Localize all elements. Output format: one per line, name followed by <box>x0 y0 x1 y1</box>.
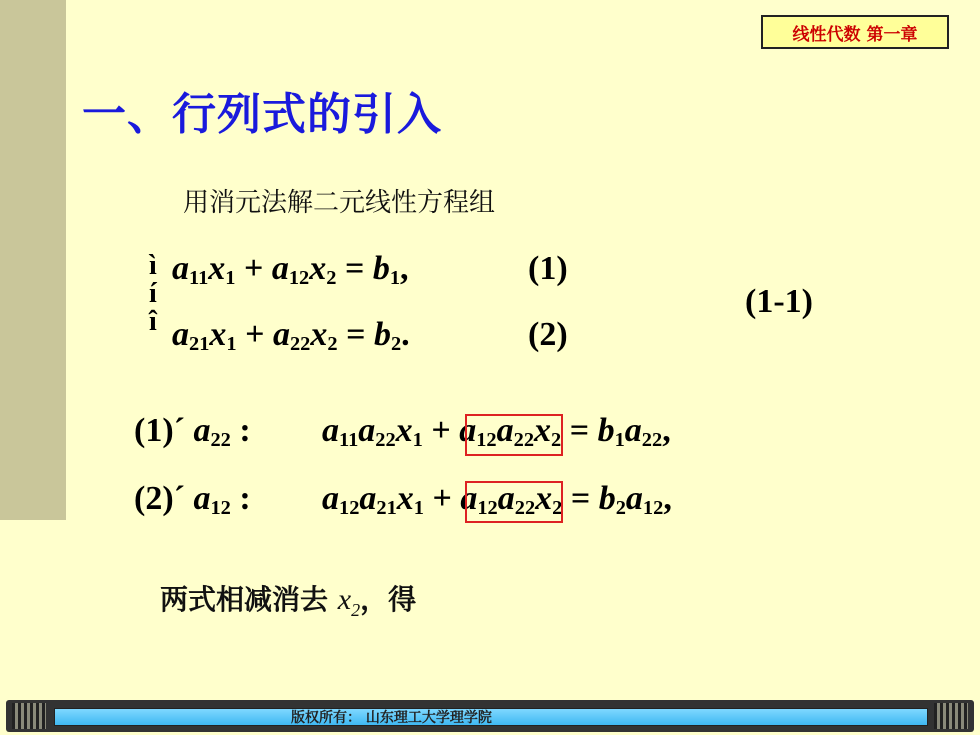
step-2-factor: a <box>193 480 211 517</box>
brace-mid: í <box>149 278 157 309</box>
page-title: 一、行列式的引入 <box>82 89 442 140</box>
footer-copyright: 版权所有： 山东理工大学理学院 <box>291 710 492 726</box>
step-2-op: (2)´ <box>134 480 185 517</box>
step-1-op: (1)´ <box>134 412 185 449</box>
step-2-equation: $a_{12}a_{21}x_1 + a_{12}a_{22}x_2 = b_2a_{12}$, <box>322 480 672 520</box>
equation-1-tag: (1) <box>528 250 568 287</box>
conclusion-suffix: ，得 <box>360 583 417 616</box>
highlight-box-1 <box>465 414 563 456</box>
footer-left-cap <box>12 703 46 729</box>
subtitle: 用消元法解二元线性方程组 <box>183 188 496 218</box>
step-1-label: (1)´ $a_{22}$ : <box>134 412 251 452</box>
system-brace <box>149 252 157 336</box>
conclusion-var-sub: 2 <box>351 600 361 620</box>
chapter-badge: 线性代数 第一章 <box>761 15 949 49</box>
conclusion-text <box>160 578 416 621</box>
footer-bar <box>6 700 974 732</box>
equation-2-tag: (2) <box>528 316 568 353</box>
equation-1: $a_{11}x_1 + a_{12}x_2 = b_1$, <box>172 250 409 290</box>
step-1-factor: a <box>193 412 211 449</box>
brace-top: ì <box>149 250 157 281</box>
step-2-factor-sub: 12 <box>210 497 231 520</box>
brace-bottom: î <box>149 306 157 337</box>
footer-right-cap <box>934 703 968 729</box>
left-sidebar-band <box>0 0 66 520</box>
highlight-box-2 <box>465 481 563 523</box>
equation-2: $a_{21}x_1 + a_{22}x_2 = b_2$. <box>172 316 410 356</box>
system-tag: (1-1) <box>745 283 813 320</box>
step-1-factor-sub: 22 <box>210 429 231 452</box>
conclusion-prefix: 两式相减消去 <box>160 583 329 616</box>
conclusion-var-letter: x <box>337 583 352 616</box>
step-1-equation: $a_{11}a_{22}x_1 + a_{12}a_{22}x_2 = b_1a_{22}$, <box>322 412 671 452</box>
conclusion-var <box>337 583 361 620</box>
step-2-label: (2)´ $a_{12}$ : <box>134 480 251 520</box>
